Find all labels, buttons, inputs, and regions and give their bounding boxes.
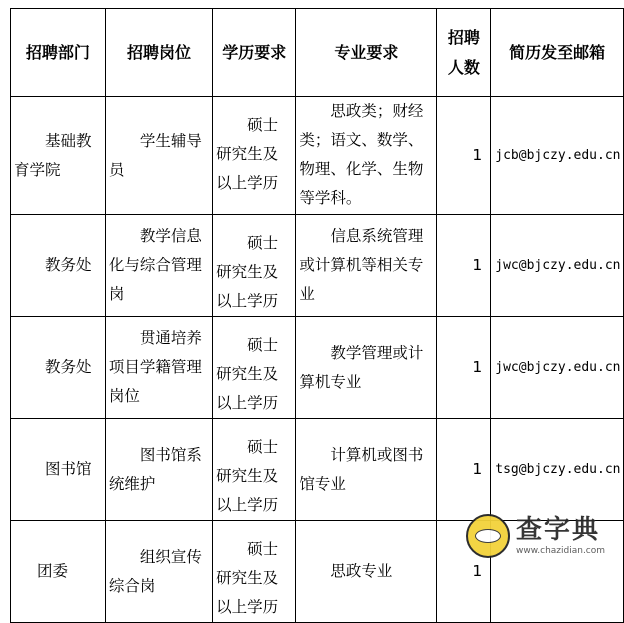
watermark-text — [516, 515, 605, 557]
cell-count: 1 — [437, 419, 491, 521]
cell-education: 硕士研究生及以上学历 — [213, 97, 296, 215]
header-count: 招聘人数 — [437, 9, 491, 97]
cell-post: 贯通培养项目学籍管理岗位 — [105, 317, 212, 419]
cell-education: 硕士研究生及以上学历 — [213, 215, 296, 317]
cell-dept: 图书馆 — [11, 419, 106, 521]
cell-count: 1 — [437, 317, 491, 419]
table-header-row — [11, 9, 624, 97]
cell-count: 1 — [437, 521, 491, 623]
cell-major: 信息系统管理或计算机等相关专业 — [296, 215, 437, 317]
cell-major: 思政类；财经类；语文、数学、物理、化学、生物等学科。 — [296, 97, 437, 215]
chazidian-watermark — [466, 508, 616, 564]
cell-education: 硕士研究生及以上学历 — [213, 419, 296, 521]
watermark-url: www.chazidian.com — [516, 546, 606, 556]
cell-dept: 基础教育学院 — [11, 97, 106, 215]
header-email: 简历发至邮箱 — [491, 9, 624, 97]
cell-dept: 团委 — [11, 521, 106, 623]
cell-post: 组织宣传综合岗 — [105, 521, 212, 623]
cell-dept: 教务处 — [11, 317, 106, 419]
cell-count: 1 — [437, 215, 491, 317]
table-row — [11, 419, 624, 521]
table-row — [11, 97, 624, 215]
cell-major: 计算机或图书馆专业 — [296, 419, 437, 521]
cell-education: 硕士研究生及以上学历 — [213, 521, 296, 623]
mascot-icon — [466, 514, 510, 558]
table-row — [11, 317, 624, 419]
cell-email: jcb@bjczy.edu.cn — [491, 97, 624, 215]
watermark-main: 查字典 — [516, 515, 601, 545]
cell-post: 图书馆系统维护 — [105, 419, 212, 521]
cell-count: 1 — [437, 97, 491, 215]
cell-post: 教学信息化与综合管理岗 — [105, 215, 212, 317]
table-row — [11, 215, 624, 317]
cell-post: 学生辅导员 — [105, 97, 212, 215]
cell-email: tsg@bjczy.edu.cn — [491, 419, 624, 521]
cell-email: jwc@bjczy.edu.cn — [491, 317, 624, 419]
header-education: 学历要求 — [213, 9, 296, 97]
cell-major: 教学管理或计算机专业 — [296, 317, 437, 419]
cell-email: jwc@bjczy.edu.cn — [491, 215, 624, 317]
cell-major: 思政专业 — [296, 521, 437, 623]
cell-dept: 教务处 — [11, 215, 106, 317]
header-dept: 招聘部门 — [11, 9, 106, 97]
cell-education: 硕士研究生及以上学历 — [213, 317, 296, 419]
header-major: 专业要求 — [296, 9, 437, 97]
header-post: 招聘岗位 — [105, 9, 212, 97]
